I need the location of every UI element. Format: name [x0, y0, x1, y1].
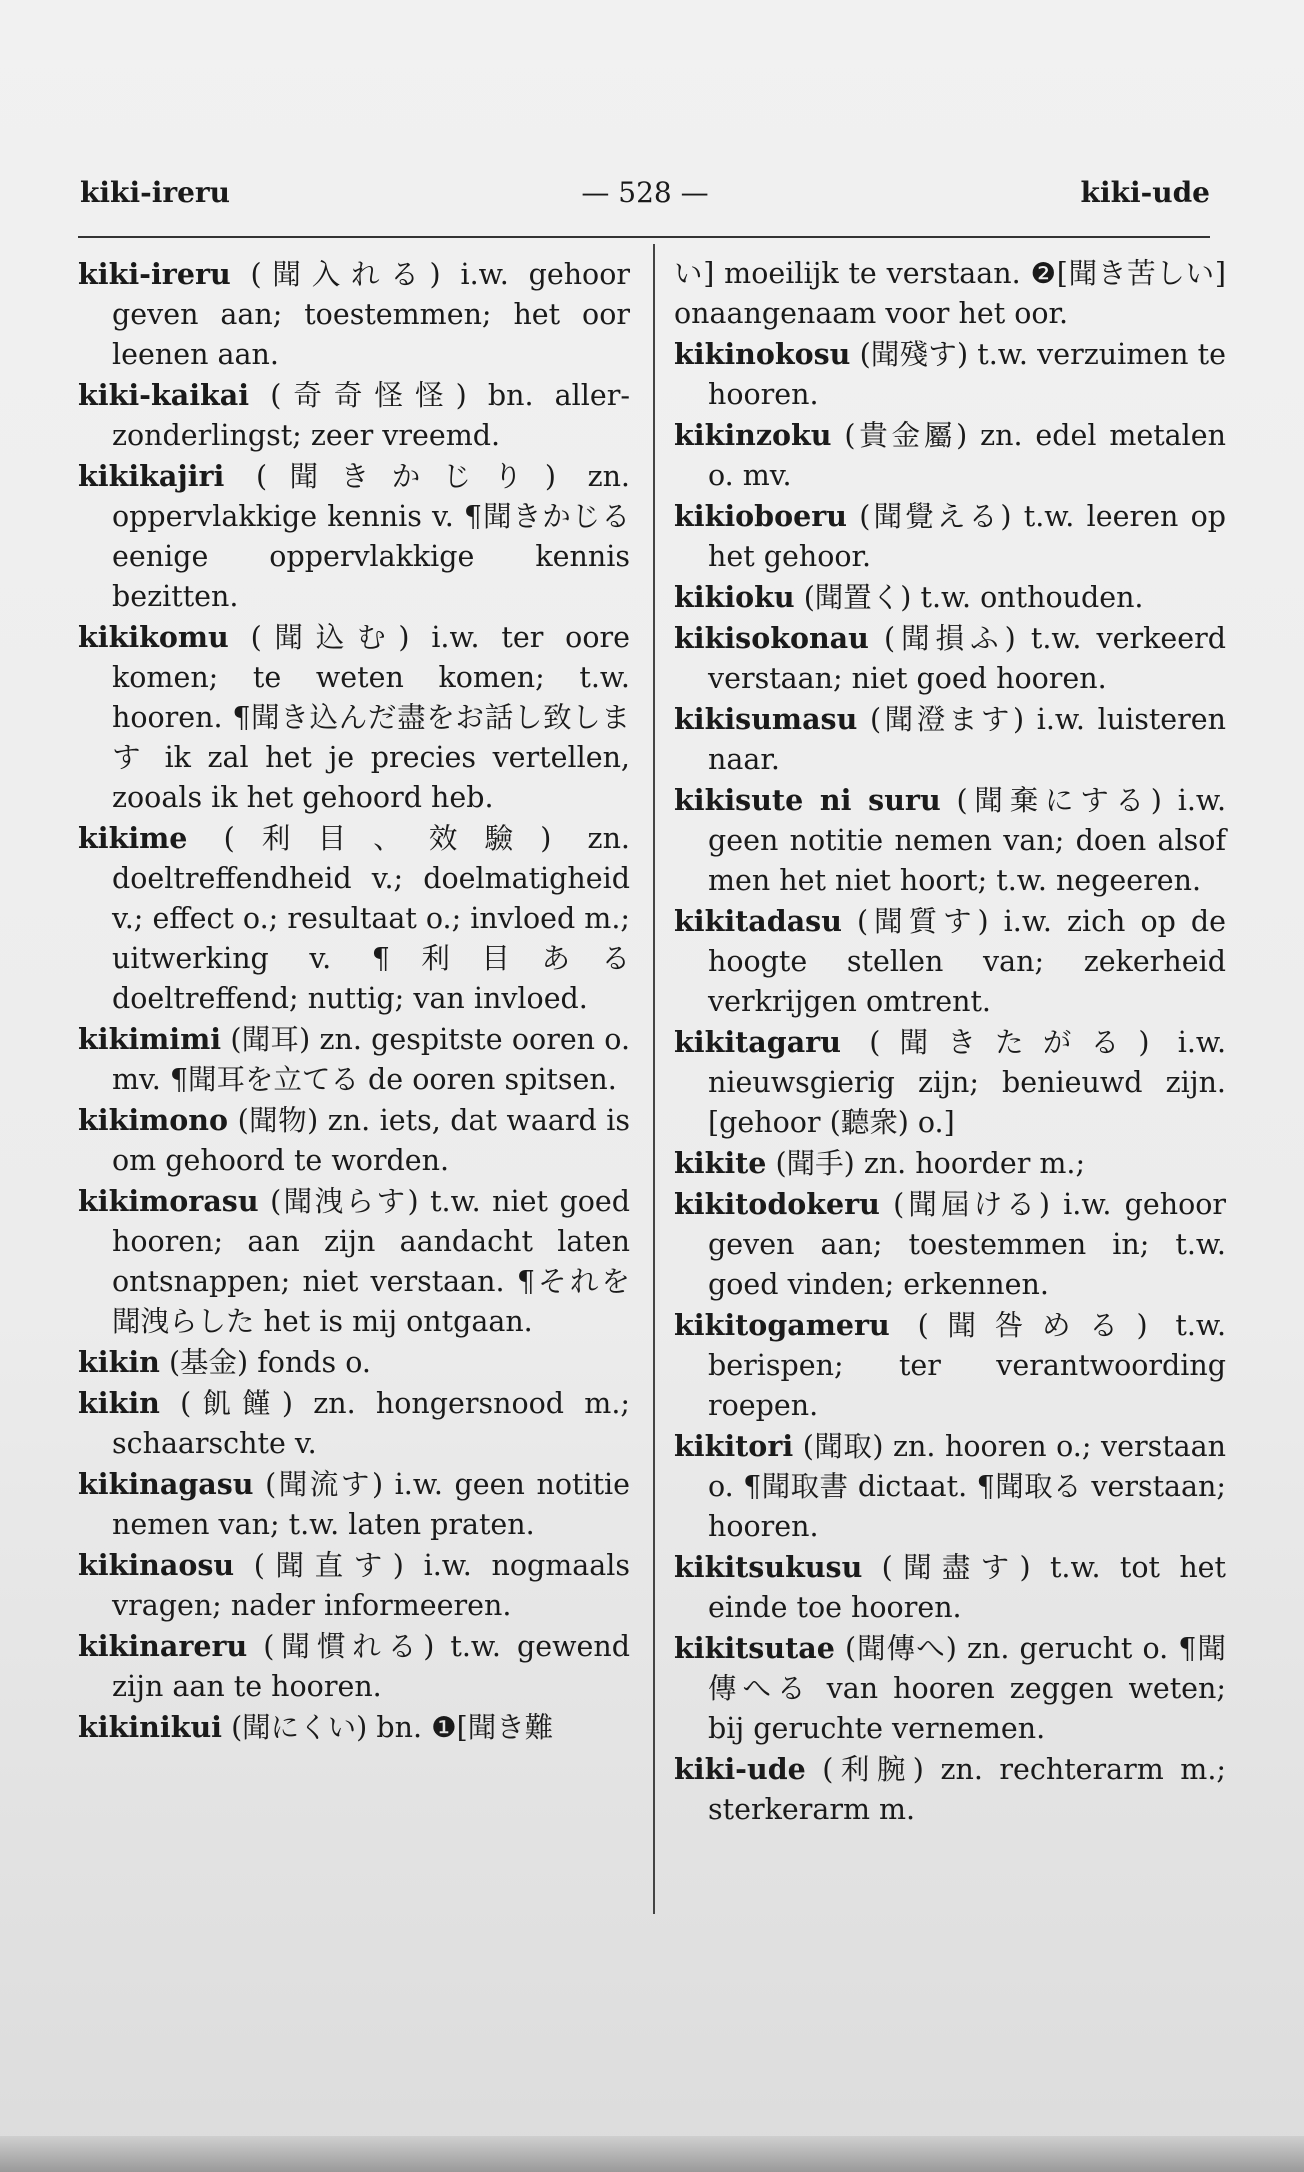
- entry-definition: (聞耳) zn. gespitste ooren o. mv. ¶聞耳を立てる de ooren spitsen.: [112, 1023, 631, 1096]
- entry-headword: kikikomu: [78, 620, 229, 654]
- entry-definition: (聞きたがる) i.w. nieuwsgierig zijn; benieuwd zijn. [gehoor (聽衆) o.]: [708, 1026, 1227, 1139]
- dictionary-entry: [674, 1143, 1226, 1184]
- entry-definition: (聞手) zn. hoorder m.;: [775, 1147, 1086, 1180]
- page-bottom-edge: [0, 2136, 1304, 2172]
- entry-headword: kikitsukusu: [674, 1550, 863, 1584]
- entry-definition: (貴金屬) zn. edel metalen o. mv.: [708, 419, 1227, 492]
- dictionary-entry: [78, 1342, 630, 1383]
- entry-headword: kikinaosu: [78, 1548, 235, 1582]
- left-column: [78, 254, 630, 1748]
- dictionary-entry: [674, 901, 1226, 1022]
- dictionary-entry: [674, 1628, 1226, 1749]
- entry-definition: (聞込む) i.w. ter oore komen; te weten komen; t.w. hooren. ¶聞き込んだ盡をお話し致します ik zal het je precies vertellen, zooals ik het gehoord heb.: [112, 621, 630, 814]
- entry-continuation: い] moeilijk te verstaan. ❷[聞き苦しい] onaangenaam voor het oor.: [674, 257, 1226, 330]
- entry-definition: (利目、效驗) zn. doeltreffendheid v.; doelmatigheid v.; effect o.; resultaat o.; invloed m.; uitwerking v. ¶利目ある doeltreffend; nuttig; van invloed.: [112, 822, 630, 1015]
- entry-headword: kikimono: [78, 1103, 229, 1137]
- entry-definition: (基金) fonds o.: [168, 1346, 371, 1379]
- entry-headword: kikitadasu: [674, 904, 842, 938]
- dictionary-entry: [674, 496, 1226, 577]
- entry-headword: kikinzoku: [674, 418, 832, 452]
- dictionary-entry: [78, 1626, 630, 1707]
- dictionary-entry: [674, 1749, 1226, 1830]
- dictionary-entry: [78, 1464, 630, 1545]
- dictionary-entry: [674, 1305, 1226, 1426]
- dictionary-entry: [674, 618, 1226, 699]
- entry-headword: kiki-ude: [674, 1752, 806, 1786]
- dictionary-entry: [674, 577, 1226, 618]
- dictionary-entry: [674, 1426, 1226, 1547]
- entry-definition: (聞入れる) i.w. gehoor geven aan; toestemmen; het oor leenen aan.: [112, 258, 630, 371]
- entry-headword: kikitsutae: [674, 1631, 835, 1665]
- entry-headword: kikimimi: [78, 1022, 222, 1056]
- header-guide-word-right: kiki-ude: [1080, 176, 1210, 209]
- dictionary-entry: [78, 818, 630, 1019]
- entry-definition: (聞直す) i.w. nogmaals vragen; nader informeeren.: [112, 1549, 630, 1622]
- dictionary-entry: [674, 1022, 1226, 1143]
- dictionary-entry: [78, 456, 630, 617]
- entry-headword: kikisokonau: [674, 621, 869, 655]
- entry-definition: (聞取) zn. hooren o.; verstaan o. ¶聞取書 dictaat. ¶聞取る verstaan; hooren.: [708, 1430, 1226, 1543]
- dictionary-entry: [78, 1019, 630, 1100]
- entry-definition: (聞棄にする) i.w. geen notitie nemen van; doen alsof men het niet hoort; t.w. negeeren.: [708, 784, 1227, 897]
- entry-headword: kikioku: [674, 580, 795, 614]
- entry-definition: (聞傳へ) zn. gerucht o. ¶聞傳へる van hooren zeggen weten; bij geruchte vernemen.: [708, 1632, 1226, 1745]
- entry-headword: kikisute ni suru: [674, 783, 941, 817]
- dictionary-entry: [674, 334, 1226, 415]
- header-rule: [78, 236, 1210, 238]
- dictionary-entry: [674, 780, 1226, 901]
- dictionary-entry: [78, 617, 630, 818]
- dictionary-entry: [674, 1547, 1226, 1628]
- entry-headword: kikinagasu: [78, 1467, 254, 1501]
- entry-headword: kikitagaru: [674, 1025, 841, 1059]
- dictionary-entry: [78, 1100, 630, 1181]
- page-number: — 528 —: [581, 176, 709, 209]
- entry-definition: (聞殘す) t.w. verzuimen te hooren.: [708, 338, 1226, 411]
- entry-definition: (聞にくい) bn. ❶[聞き難: [231, 1711, 554, 1744]
- entry-definition: (聞覺える) t.w. leeren op het gehoor.: [708, 500, 1226, 573]
- entry-definition: (聞きかじり) zn. oppervlakkige kennis v. ¶聞きかじる eenige oppervlakkige kennis bezitten.: [112, 460, 630, 613]
- entry-headword: kikitori: [674, 1429, 794, 1463]
- dictionary-entry: [674, 1184, 1226, 1305]
- entry-headword: kiki-ireru: [78, 257, 231, 291]
- entry-headword: kikinikui: [78, 1710, 222, 1744]
- entry-definition: (聞屆ける) i.w. gehoor geven aan; toestemmen in; t.w. goed vinden; erkennen.: [708, 1188, 1227, 1301]
- dictionary-entry: [78, 1383, 630, 1464]
- dictionary-entry: [674, 699, 1226, 780]
- dictionary-entry: [78, 1545, 630, 1626]
- entry-headword: kikin: [78, 1386, 160, 1420]
- column-divider: [653, 244, 655, 1914]
- entry-definition: (聞慣れる) t.w. gewend zijn aan te hooren.: [112, 1630, 630, 1703]
- entry-headword: kikinareru: [78, 1629, 248, 1663]
- entry-definition: (聞損ふ) t.w. verkeerd verstaan; niet goed hooren.: [708, 622, 1227, 695]
- dictionary-entry: [78, 1181, 630, 1342]
- entry-definition: (聞流す) i.w. geen notitie nemen van; t.w. laten praten.: [112, 1468, 631, 1541]
- entry-headword: kiki-kaikai: [78, 378, 250, 412]
- entry-definition: (聞質す) i.w. zich op de hoogte stellen van; zekerheid verkrijgen omtrent.: [708, 905, 1227, 1018]
- entry-definition: (奇奇怪怪) bn. aller-zonderlingst; zeer vreemd.: [112, 379, 630, 452]
- entry-definition: (聞澄ます) i.w. luisteren naar.: [708, 703, 1226, 776]
- entry-headword: kikioboeru: [674, 499, 847, 533]
- entry-headword: kikitodokeru: [674, 1187, 880, 1221]
- entry-headword: kikite: [674, 1146, 767, 1180]
- entry-headword: kikinokosu: [674, 337, 851, 371]
- dictionary-entry: [78, 375, 630, 456]
- page-header: [80, 176, 1210, 226]
- entry-headword: kikisumasu: [674, 702, 858, 736]
- right-column: [674, 254, 1226, 1830]
- entry-headword: kikime: [78, 821, 188, 855]
- dictionary-entry: [78, 1707, 630, 1748]
- header-guide-word-left: kiki-ireru: [80, 176, 231, 209]
- entry-headword: kikin: [78, 1345, 160, 1379]
- entry-definition: (聞盡す) t.w. tot het einde toe hooren.: [708, 1551, 1226, 1624]
- entry-headword: kikimorasu: [78, 1184, 259, 1218]
- entry-headword: kikikajiri: [78, 459, 225, 493]
- entry-definition: (聞置く) t.w. onthouden.: [803, 581, 1144, 614]
- entry-headword: kikitogameru: [674, 1308, 890, 1342]
- entry-definition: (聞洩らす) t.w. niet goed hooren; aan zijn aandacht laten ontsnappen; niet verstaan. ¶それを聞洩らした het is mij ontgaan.: [112, 1185, 630, 1338]
- entry-definition: (聞咎める) t.w. berispen; ter verantwoording roepen.: [708, 1309, 1227, 1422]
- entry-definition: (利腕) zn. rechterarm m.; sterkerarm m.: [708, 1753, 1226, 1826]
- dictionary-entry: [78, 254, 630, 375]
- dictionary-entry: [674, 415, 1226, 496]
- entry-definition: (聞物) zn. iets, dat waard is om gehoord te worden.: [112, 1104, 631, 1177]
- entry-definition: (飢饉) zn. hongersnood m.; schaarschte v.: [112, 1387, 630, 1460]
